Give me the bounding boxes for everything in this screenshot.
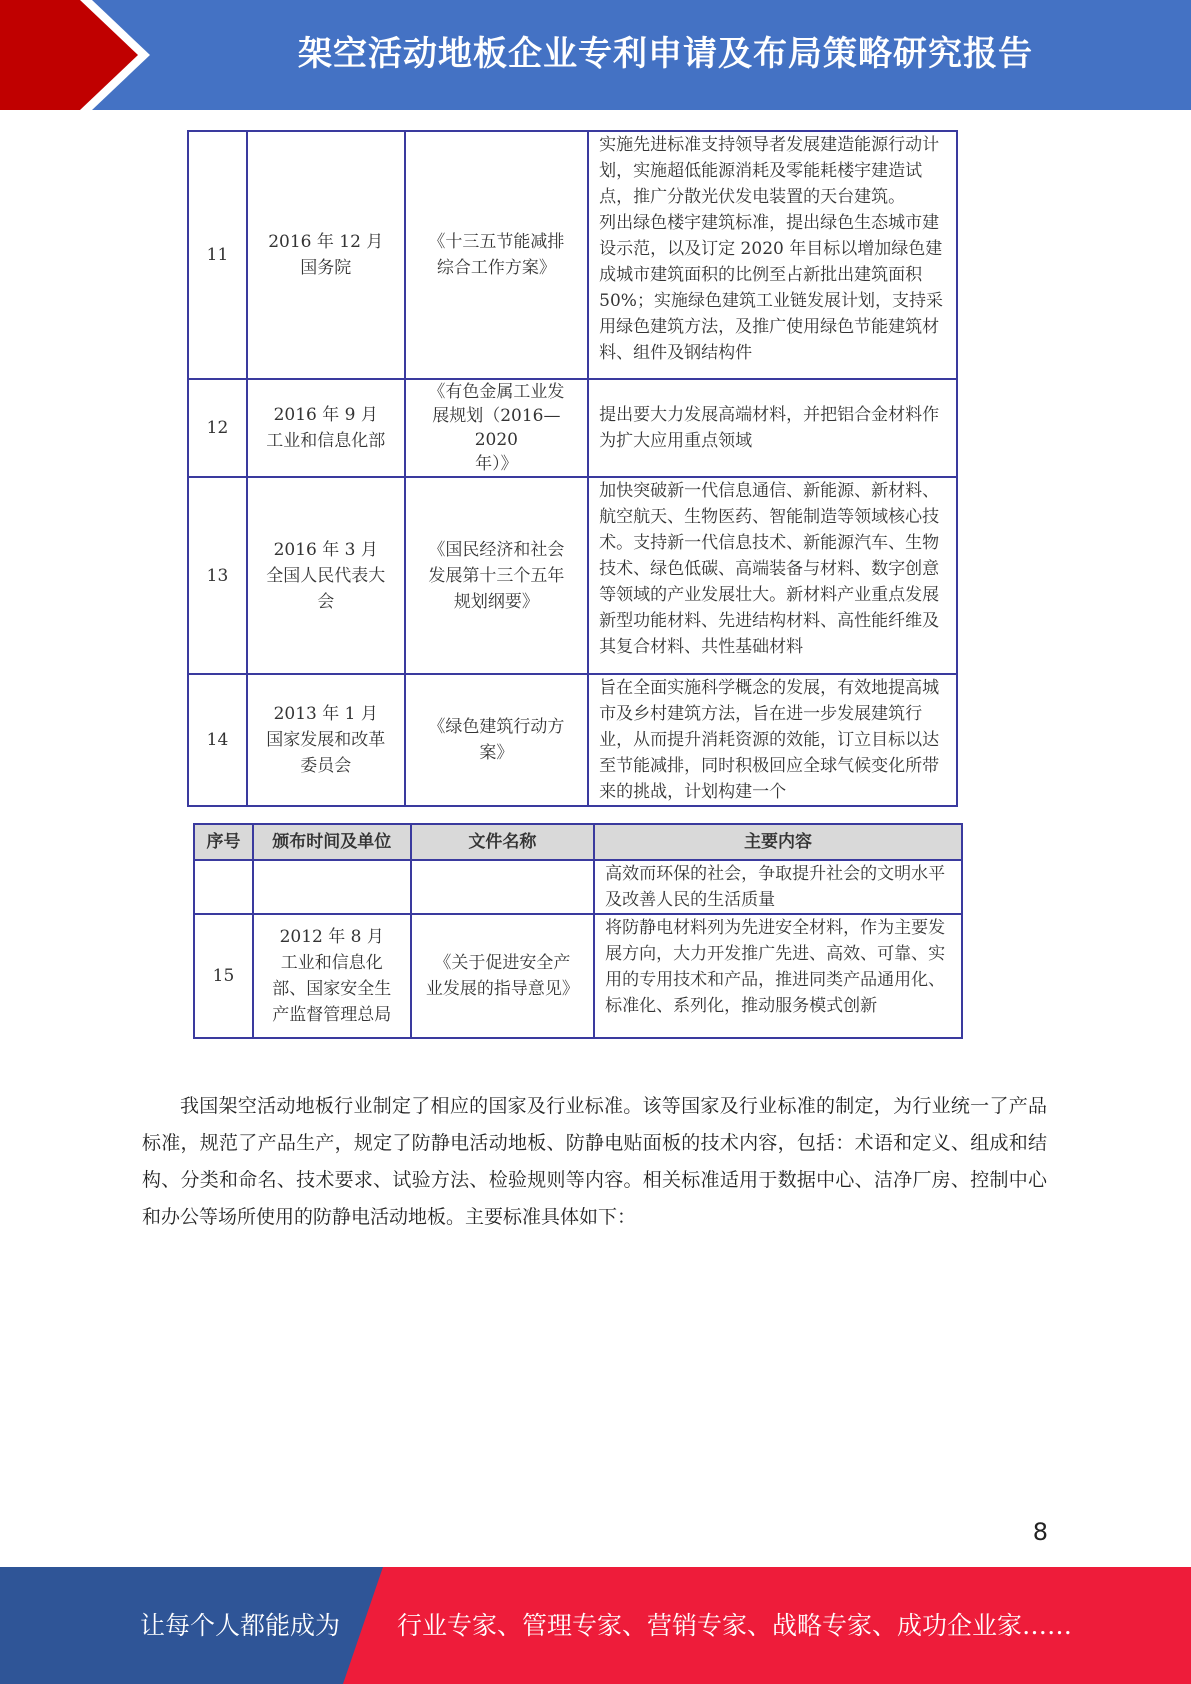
header-document-name: 文件名称: [411, 824, 595, 860]
table-row: [194, 860, 962, 914]
page-number: 8: [1032, 1518, 1048, 1546]
issue-date-unit: 2016 年 9 月 工业和信息化部: [247, 379, 405, 477]
table-header-row: [194, 824, 962, 860]
header-red-arrow-shape: [0, 0, 150, 110]
empty-cell: [194, 860, 253, 914]
table-row: [188, 379, 957, 477]
row-number: 15: [194, 914, 253, 1038]
main-content: 实施先进标准支持领导者发展建造能源行动计划，实施超低能源消耗及零能耗楼宇建造试点，推广分散光伏发电装置的天台建筑。 列出绿色楼宇建筑标准，提出绿色生态城市建设示范，以及订定 2020 年目标以增加绿色建成城市建筑面积的比例至占新批出建筑面积 50%；实施绿色建筑工业链发展计划，支持采用绿色建筑方法，及推广使用绿色节能建筑材料、组件及钢结构件: [588, 131, 957, 379]
main-content: 加快突破新一代信息通信、新能源、新材料、航空航天、生物医药、智能制造等领域核心技术。支持新一代信息技术、新能源汽车、生物技术、绿色低碳、高端装备与材料、数字创意等领域的产业发展壮大。新材料产业重点发展新型功能材料、先进结构材料、高性能纤维及其复合材料、共性基础材料: [588, 477, 957, 674]
empty-cell: [411, 860, 595, 914]
body-paragraph: 我国架空活动地板行业制定了相应的国家及行业标准。该等国家及行业标准的制定，为行业统一了产品标准，规范了产品生产，规定了防静电活动地板、防静电贴面板的技术内容，包括：术语和定义、组成和结构、分类和命名、技术要求、试验方法、检验规则等内容。相关标准适用于数据中心、洁净厂房、控制中心和办公等场所使用的防静电活动地板。主要标准具体如下：: [142, 1095, 1047, 1228]
policy-table-continued: [187, 130, 958, 807]
main-content: 高效而环保的社会，争取提升社会的文明水平及改善人民的生活质量: [594, 860, 962, 914]
header-title: 架空活动地板企业专利申请及布局策略研究报告: [298, 34, 1033, 74]
policy-table-header-continued: [193, 823, 963, 1039]
document-name: 《关于促进安全产 业发展的指导意见》: [411, 914, 595, 1038]
header-no: 序号: [194, 824, 253, 860]
header-main-content: 主要内容: [594, 824, 962, 860]
footer-slogan-left: 让每个人都能成为: [140, 1611, 341, 1640]
issue-date-unit: 2013 年 1 月 国家发展和改革 委员会: [247, 674, 405, 806]
main-content: 提出要大力发展高端材料，并把铝合金材料作为扩大应用重点领域: [588, 379, 957, 477]
table-row: [194, 914, 962, 1038]
table-row: [188, 477, 957, 674]
document-name: 《国民经济和社会 发展第十三个五年 规划纲要》: [405, 477, 589, 674]
document-name: 《绿色建筑行动方 案》: [405, 674, 589, 806]
empty-cell: [253, 860, 411, 914]
issue-date-unit: 2016 年 12 月 国务院: [247, 131, 405, 379]
document-name: 《十三五节能减排 综合工作方案》: [405, 131, 589, 379]
table-row: [188, 674, 957, 806]
issue-date-unit: 2016 年 3 月 全国人民代表大 会: [247, 477, 405, 674]
main-content: 旨在全面实施科学概念的发展，有效地提高城市及乡村建筑方法，旨在进一步发展建筑行业，从而提升消耗资源的效能，订立目标以达至节能减排，同时积极回应全球气候变化所带来的挑战，计划构建一个: [588, 674, 957, 806]
table-row: [188, 131, 957, 379]
main-content: 将防静电材料列为先进安全材料，作为主要发展方向，大力开发推广先进、高效、可靠、实用的专用技术和产品，推进同类产品通用化、标准化、系列化，推动服务模式创新: [594, 914, 962, 1038]
page-footer: [0, 1567, 1191, 1684]
issue-date-unit: 2012 年 8 月 工业和信息化 部、国家安全生 产监督管理总局: [253, 914, 411, 1038]
row-number: 12: [188, 379, 247, 477]
row-number: 13: [188, 477, 247, 674]
header-date-unit: 颁布时间及单位: [253, 824, 411, 860]
row-number: 14: [188, 674, 247, 806]
row-number: 11: [188, 131, 247, 379]
page-header: [0, 0, 1191, 110]
footer-slogan-right: 行业专家、管理专家、营销专家、战略专家、成功企业家……: [397, 1611, 1073, 1640]
document-name: 《有色金属工业发 展规划（2016—2020 年）》: [405, 379, 589, 477]
